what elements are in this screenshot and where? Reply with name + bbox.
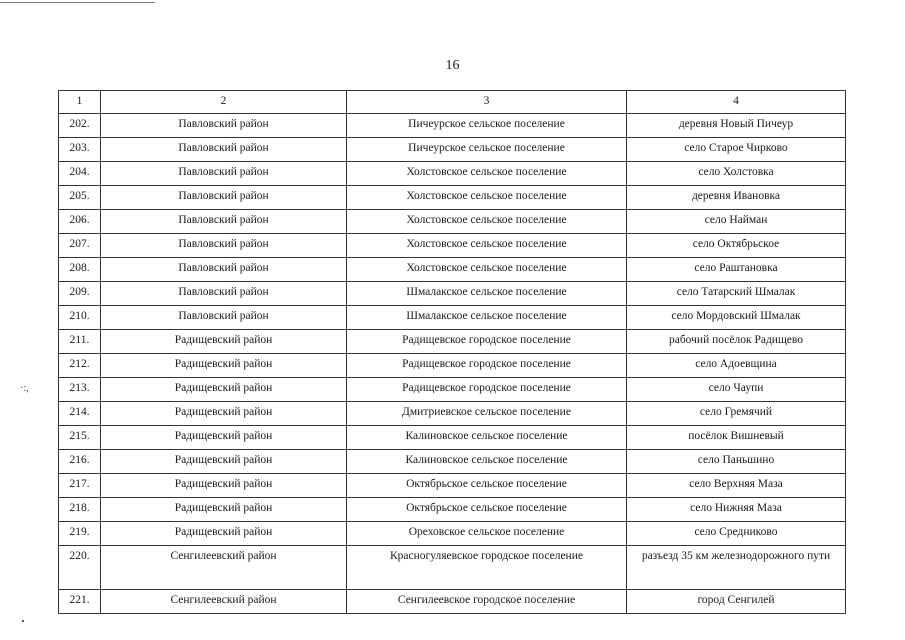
settlement-cell: Пичеурское сельское поселение <box>347 114 627 138</box>
settlement-cell: Холстовское сельское поселение <box>347 186 627 210</box>
settlement-cell: Холстовское сельское поселение <box>347 258 627 282</box>
district-cell: Павловский район <box>101 258 347 282</box>
settlement-cell: Октябрьское сельское поселение <box>347 474 627 498</box>
settlement-cell: Радищевское городское поселение <box>347 330 627 354</box>
table-row <box>59 258 846 282</box>
settlement-cell: Калиновское сельское поселение <box>347 426 627 450</box>
locality-cell: посёлок Вишневый <box>627 426 846 450</box>
district-cell: Радищевский район <box>101 474 347 498</box>
locality-cell: село Найман <box>627 210 846 234</box>
table-row <box>59 590 846 614</box>
district-cell: Радищевский район <box>101 402 347 426</box>
district-cell: Сенгилеевский район <box>101 546 347 590</box>
district-cell: Павловский район <box>101 210 347 234</box>
locality-cell: рабочий посёлок Радищево <box>627 330 846 354</box>
district-cell: Павловский район <box>101 234 347 258</box>
row-number: 221. <box>59 590 101 614</box>
district-cell: Радищевский район <box>101 498 347 522</box>
settlement-cell: Сенгилеевское городское поселение <box>347 590 627 614</box>
header-col-3: 3 <box>347 91 627 114</box>
table-row <box>59 114 846 138</box>
settlement-cell: Холстовское сельское поселение <box>347 162 627 186</box>
district-cell: Павловский район <box>101 282 347 306</box>
page-number: 16 <box>445 58 460 73</box>
locality-cell: село Октябрьское <box>627 234 846 258</box>
row-number: 210. <box>59 306 101 330</box>
table-row <box>59 282 846 306</box>
table-header-row <box>59 91 846 114</box>
settlement-cell: Пичеурское сельское поселение <box>347 138 627 162</box>
district-cell: Павловский район <box>101 306 347 330</box>
table-row <box>59 210 846 234</box>
row-number: 204. <box>59 162 101 186</box>
table-row <box>59 378 846 402</box>
locality-cell: село Старое Чирково <box>627 138 846 162</box>
table-row <box>59 138 846 162</box>
district-cell: Павловский район <box>101 162 347 186</box>
locality-cell: село Адоевщина <box>627 354 846 378</box>
row-number: 209. <box>59 282 101 306</box>
district-cell: Павловский район <box>101 114 347 138</box>
settlement-cell: Калиновское сельское поселение <box>347 450 627 474</box>
table-row <box>59 450 846 474</box>
row-number: 208. <box>59 258 101 282</box>
table-row <box>59 474 846 498</box>
locality-cell: село Гремячий <box>627 402 846 426</box>
locality-cell: деревня Новый Пичеур <box>627 114 846 138</box>
locality-cell: село Холстовка <box>627 162 846 186</box>
table-row <box>59 354 846 378</box>
table-row <box>59 330 846 354</box>
locality-cell: город Сенгилей <box>627 590 846 614</box>
row-number: 211. <box>59 330 101 354</box>
district-cell: Радищевский район <box>101 426 347 450</box>
settlement-cell: Холстовское сельское поселение <box>347 210 627 234</box>
locality-cell: разъезд 35 км железнодорожного пути <box>627 546 846 590</box>
locality-cell: село Мордовский Шмалак <box>627 306 846 330</box>
header-col-2: 2 <box>101 91 347 114</box>
row-number: 219. <box>59 522 101 546</box>
locality-cell: село Нижняя Маза <box>627 498 846 522</box>
settlement-cell: Красногуляевское городское поселение <box>347 546 627 590</box>
table-row <box>59 402 846 426</box>
locality-cell: село Чаупи <box>627 378 846 402</box>
district-cell: Радищевский район <box>101 330 347 354</box>
row-number: 217. <box>59 474 101 498</box>
locality-cell: село Раштановка <box>627 258 846 282</box>
row-number: 213. <box>59 378 101 402</box>
row-number: 212. <box>59 354 101 378</box>
table-row <box>59 546 846 590</box>
row-number: 205. <box>59 186 101 210</box>
table-row <box>59 186 846 210</box>
settlement-cell: Шмалакское сельское поселение <box>347 282 627 306</box>
settlement-cell: Холстовское сельское поселение <box>347 234 627 258</box>
header-col-1: 1 <box>59 91 101 114</box>
table-row <box>59 234 846 258</box>
district-cell: Радищевский район <box>101 522 347 546</box>
settlement-cell: Ореховское сельское поселение <box>347 522 627 546</box>
locality-cell: село Паньшино <box>627 450 846 474</box>
scan-corner-dot <box>22 620 24 622</box>
table-row <box>59 498 846 522</box>
district-cell: Радищевский район <box>101 354 347 378</box>
row-number: 206. <box>59 210 101 234</box>
table-row <box>59 306 846 330</box>
district-cell: Радищевский район <box>101 450 347 474</box>
settlement-cell: Радищевское городское поселение <box>347 354 627 378</box>
settlement-cell: Октябрьское сельское поселение <box>347 498 627 522</box>
locality-cell: деревня Ивановка <box>627 186 846 210</box>
table-row <box>59 426 846 450</box>
table-row <box>59 522 846 546</box>
district-cell: Радищевский район <box>101 378 347 402</box>
row-number: 214. <box>59 402 101 426</box>
table-row <box>59 162 846 186</box>
scan-edge-line <box>0 2 155 3</box>
district-cell: Сенгилеевский район <box>101 590 347 614</box>
district-cell: Павловский район <box>101 186 347 210</box>
district-cell: Павловский район <box>101 138 347 162</box>
settlement-cell: Радищевское городское поселение <box>347 378 627 402</box>
locality-cell: село Средниково <box>627 522 846 546</box>
settlement-cell: Шмалакское сельское поселение <box>347 306 627 330</box>
locality-cell: село Верхняя Маза <box>627 474 846 498</box>
scan-side-marks: ·:, <box>20 383 29 394</box>
row-number: 207. <box>59 234 101 258</box>
row-number: 215. <box>59 426 101 450</box>
header-col-4: 4 <box>627 91 846 114</box>
row-number: 220. <box>59 546 101 590</box>
row-number: 203. <box>59 138 101 162</box>
settlement-cell: Дмитриевское сельское поселение <box>347 402 627 426</box>
row-number: 218. <box>59 498 101 522</box>
row-number: 202. <box>59 114 101 138</box>
settlements-table <box>58 90 846 614</box>
row-number: 216. <box>59 450 101 474</box>
table-body <box>59 114 846 614</box>
locality-cell: село Татарский Шмалак <box>627 282 846 306</box>
